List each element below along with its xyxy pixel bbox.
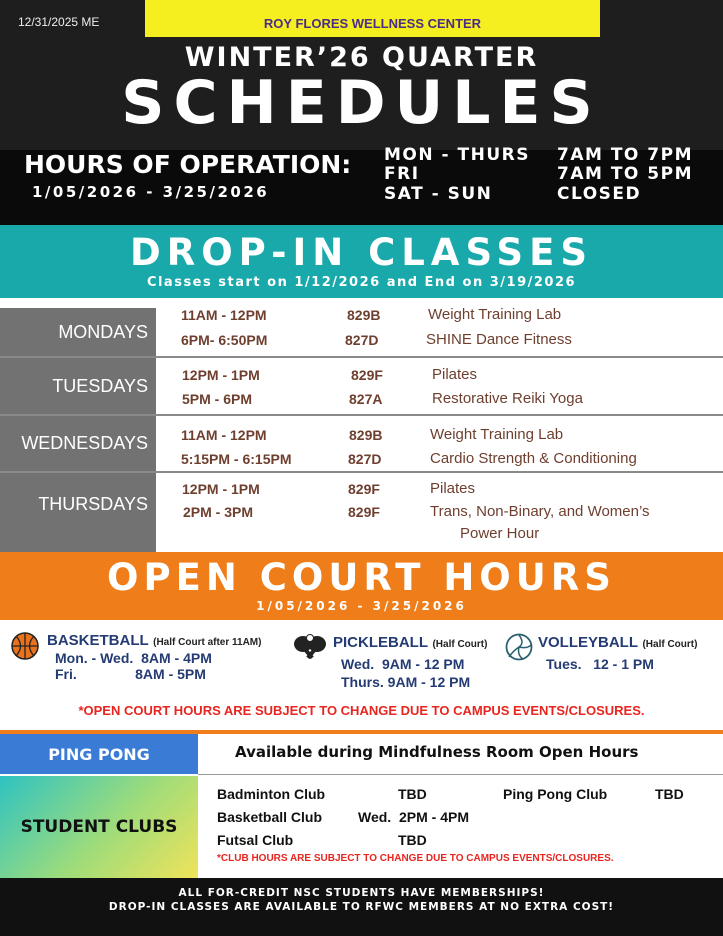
- sport-name: BASKETBALL: [47, 632, 149, 649]
- hours-time: 7AM TO 5PM: [557, 164, 693, 184]
- volleyball-icon: [505, 633, 533, 661]
- ping-pong-label: PING PONG: [0, 734, 198, 774]
- pickleball-icon: [292, 634, 328, 662]
- pickleball-block: [333, 634, 487, 690]
- dropin-subtitle: Classes start on 1/12/2026 and End on 3/19/2026: [146, 275, 577, 290]
- class-room: 827D: [345, 332, 379, 348]
- club-time: TBD: [655, 786, 684, 802]
- sport-hours: Tues. 12 - 1 PM: [546, 656, 654, 672]
- class-name: Trans, Non-Binary, and Women’s: [430, 503, 650, 520]
- class-time: 6PM- 6:50PM: [181, 332, 268, 348]
- open-court-warning: *OPEN COURT HOURS ARE SUBJECT TO CHANGE DUE TO CAMPUS EVENTS/CLOSURES.: [78, 703, 645, 718]
- class-time: 2PM - 3PM: [183, 504, 254, 520]
- class-room: 829B: [347, 307, 381, 323]
- class-room: 829F: [348, 481, 380, 497]
- class-time: 12PM - 1PM: [182, 481, 260, 497]
- class-name: Pilates: [432, 366, 478, 383]
- hours-days: MON - THURS: [384, 145, 530, 165]
- class-room: 827D: [348, 451, 382, 467]
- basketball-icon: [11, 632, 39, 660]
- club-name: Basketball Club: [217, 809, 323, 825]
- class-name: Pilates: [430, 480, 476, 497]
- footer: [0, 878, 723, 936]
- hours-title: HOURS OF OPERATION:: [24, 150, 352, 179]
- sport-name: VOLLEYBALL: [538, 634, 638, 651]
- day-row-thursdays: [0, 471, 723, 552]
- club-name: Badminton Club: [217, 786, 326, 802]
- sport-note: (Half Court after 11AM): [153, 637, 262, 648]
- page-title: SCHEDULES: [121, 68, 602, 138]
- sport-hours: Mon. - Wed. 8AM - 4PM: [55, 650, 212, 666]
- club-name: Ping Pong Club: [503, 786, 608, 802]
- ping-pong-text: Available during Mindfulness Room Open Hours: [235, 743, 639, 761]
- day-label: MONDAYS: [0, 308, 156, 356]
- open-court-header: [0, 552, 723, 620]
- class-name: Weight Training Lab: [430, 426, 564, 443]
- class-time: 5PM - 6PM: [182, 391, 253, 407]
- class-name: Weight Training Lab: [428, 306, 562, 323]
- hours-time: CLOSED: [557, 184, 642, 204]
- day-row-tuesdays: [0, 356, 723, 414]
- hours-time: 7AM TO 7PM: [557, 145, 693, 165]
- class-room: 829F: [348, 504, 380, 520]
- open-court-dates: 1/05/2026 - 3/25/2026: [256, 599, 467, 613]
- org-name: ROY FLORES WELLNESS CENTER: [263, 16, 482, 31]
- class-name: Restorative Reiki Yoga: [432, 390, 583, 407]
- divider: [198, 774, 723, 775]
- hours-days: SAT - SUN: [384, 184, 493, 204]
- class-room: 829F: [351, 367, 383, 383]
- dropin-title: DROP-IN CLASSES: [129, 231, 594, 274]
- class-name: Cardio Strength & Conditioning: [430, 450, 637, 467]
- club-time: Wed. 2PM - 4PM: [358, 809, 469, 825]
- sport-hours: Wed. 9AM - 12 PM: [341, 656, 465, 672]
- volleyball-block: [538, 634, 697, 672]
- hours-dates: 1/05/2026 - 3/25/2026: [32, 183, 270, 201]
- sport-hours: Fri. 8AM - 5PM: [55, 666, 206, 682]
- class-room: 829B: [349, 427, 383, 443]
- org-banner: [145, 0, 600, 37]
- class-name-cont: Power Hour: [460, 525, 540, 542]
- header: [0, 0, 723, 225]
- day-label: THURSDAYS: [0, 473, 156, 552]
- class-time: 11AM - 12PM: [181, 307, 267, 323]
- sport-name: PICKLEBALL: [333, 634, 428, 651]
- footer-line: DROP-IN CLASSES ARE AVAILABLE TO RFWC MEMBERS AT NO EXTRA COST!: [108, 901, 615, 913]
- date-stamp: 12/31/2025 ME: [18, 15, 100, 29]
- class-room: 827A: [349, 391, 383, 407]
- open-court-title: OPEN COURT HOURS: [107, 556, 616, 599]
- club-time: TBD: [398, 786, 427, 802]
- quarter-title: WINTER’26 QUARTER: [184, 42, 539, 73]
- club-name: Futsal Club: [217, 832, 294, 848]
- footer-line: ALL FOR-CREDIT NSC STUDENTS HAVE MEMBERSHIPS!: [178, 887, 545, 899]
- club-time: TBD: [398, 832, 427, 848]
- sport-note: (Half Court): [432, 639, 488, 650]
- hours-days: FRI: [384, 164, 420, 184]
- class-time: 11AM - 12PM: [181, 427, 267, 443]
- class-name: SHINE Dance Fitness: [426, 331, 572, 348]
- club-warning: *CLUB HOURS ARE SUBJECT TO CHANGE DUE TO CAMPUS EVENTS/CLOSURES.: [217, 853, 614, 864]
- day-row-mondays: [0, 298, 723, 356]
- class-time: 12PM - 1PM: [182, 367, 260, 383]
- dropin-header: [0, 225, 723, 298]
- day-label: TUESDAYS: [0, 358, 156, 414]
- sport-note: (Half Court): [642, 639, 698, 650]
- day-label: WEDNESDAYS: [0, 416, 156, 471]
- day-row-wednesdays: [0, 414, 723, 471]
- student-clubs-label: STUDENT CLUBS: [0, 776, 198, 878]
- basketball-block: [47, 632, 261, 682]
- class-time: 5:15PM - 6:15PM: [181, 451, 292, 467]
- sport-hours: Thurs. 9AM - 12 PM: [341, 674, 471, 690]
